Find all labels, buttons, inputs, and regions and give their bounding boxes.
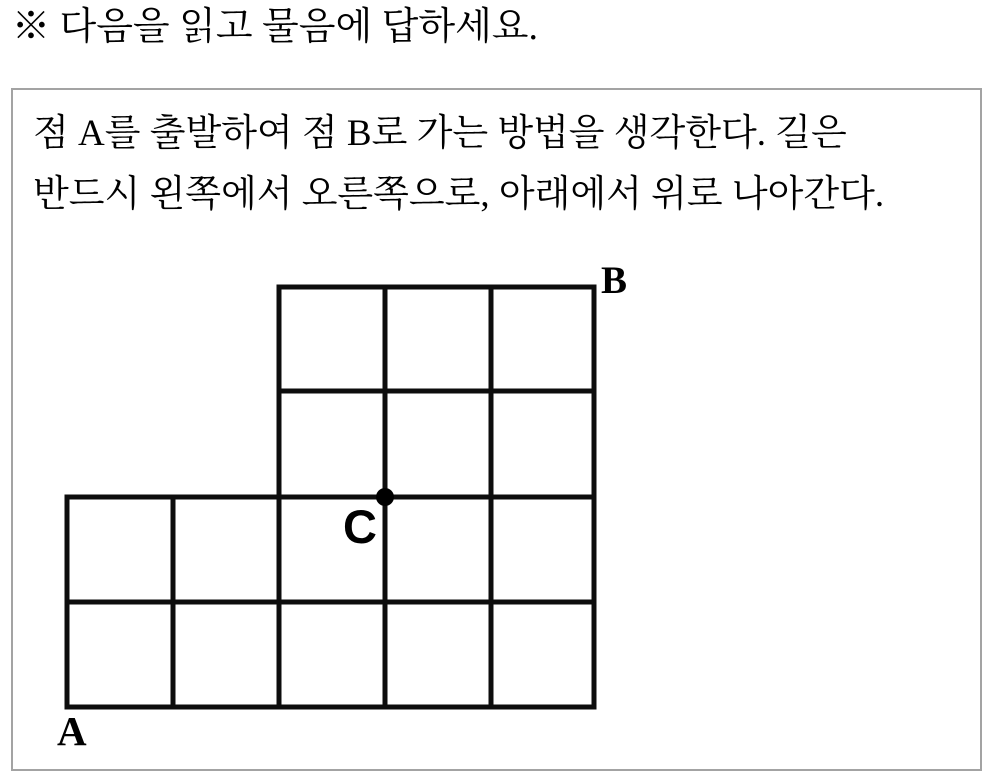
- point-b-label: B: [601, 259, 628, 302]
- problem-text-line-2: 반드시 왼쪽에서 오른쪽으로, 아래에서 위로 나아간다.: [33, 174, 885, 215]
- point-c-label: C: [343, 500, 377, 553]
- instruction-heading: ※ 다음을 읽고 물음에 답하세요.: [12, 6, 538, 48]
- point-a-label: A: [57, 708, 87, 754]
- point-c-marker: [376, 488, 394, 506]
- problem-text-line-1: 점 A를 출발하여 점 B로 가는 방법을 생각한다. 길은: [33, 113, 847, 154]
